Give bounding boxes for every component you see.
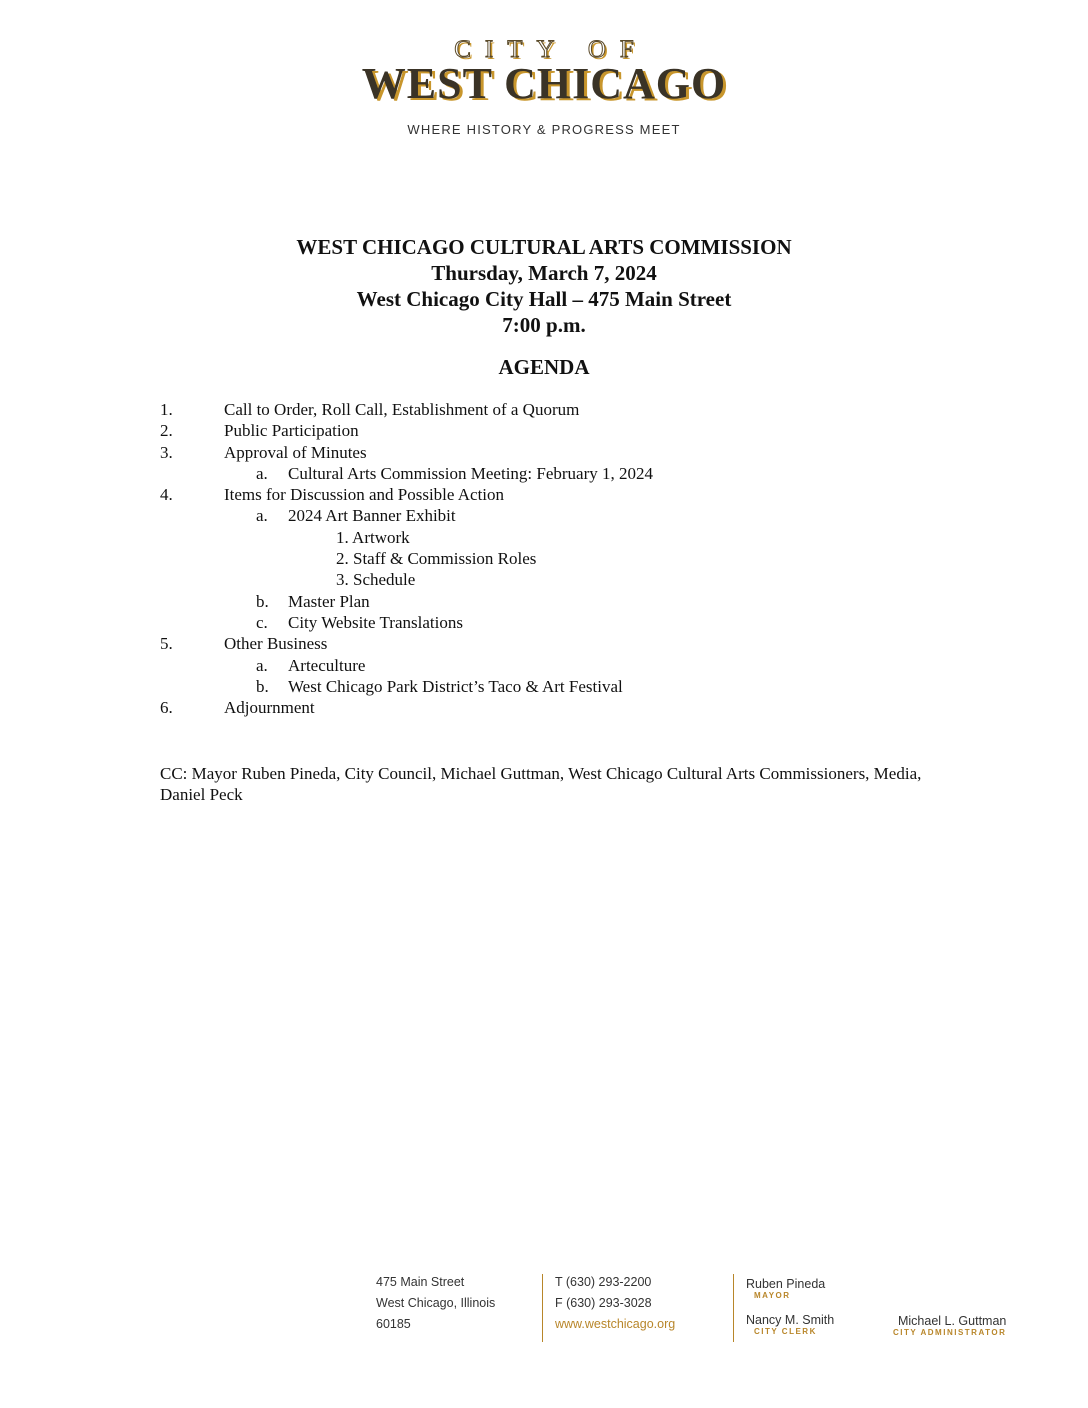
- agenda-item: [160, 697, 960, 718]
- item-number: 6.: [160, 698, 173, 718]
- agenda-item: [160, 442, 960, 463]
- agenda-subitem: [160, 676, 960, 697]
- address-line: 475 Main Street: [376, 1275, 465, 1289]
- agenda-subitem: [160, 655, 960, 676]
- item-text: Items for Discussion and Possible Action: [224, 485, 505, 505]
- agenda-subsubitem: [160, 527, 960, 548]
- mayor-role: MAYOR: [754, 1291, 791, 1300]
- item-number: 3.: [160, 442, 173, 462]
- subitem-text: 2024 Art Banner Exhibit: [288, 506, 456, 526]
- logo-west-chicago: WEST CHICAGO: [361, 59, 727, 108]
- agenda-subitem: [160, 505, 960, 526]
- item-number: 5.: [160, 634, 173, 654]
- agenda-list: [160, 399, 960, 718]
- tagline: WHERE HISTORY & PROGRESS MEET: [407, 122, 681, 137]
- logo-city-of: CITY OF: [454, 36, 648, 63]
- footer-divider: [733, 1274, 734, 1342]
- subsubitem-text: 2. Staff & Commission Roles: [336, 549, 537, 569]
- item-text: Other Business: [224, 634, 328, 654]
- administrator-name: Michael L. Guttman: [897, 1314, 1007, 1328]
- subitem-letter: a.: [256, 463, 268, 483]
- address-line: West Chicago, Illinois: [376, 1296, 496, 1310]
- item-text: Adjournment: [224, 698, 315, 718]
- subitem-letter: b.: [256, 591, 269, 611]
- agenda-subitem: [160, 591, 960, 612]
- subitem-text: Cultural Arts Commission Meeting: February 1, 2024: [288, 463, 654, 483]
- subitem-letter: a.: [256, 506, 268, 526]
- agenda-item: [160, 399, 960, 420]
- mayor-name: Ruben Pineda: [746, 1277, 826, 1291]
- agenda-subsubitem: [160, 569, 960, 590]
- item-text: Call to Order, Roll Call, Establishment of a Quorum: [224, 400, 580, 419]
- administrator-block: [893, 1314, 1006, 1338]
- agenda-item: [160, 484, 960, 505]
- subitem-text: Arteculture: [288, 655, 366, 675]
- meeting-location: West Chicago City Hall – 475 Main Street: [356, 287, 732, 311]
- phone-number: T (630) 293-2200: [555, 1275, 652, 1289]
- subitem-text: Master Plan: [288, 591, 370, 611]
- item-text: Public Participation: [224, 421, 359, 441]
- subitem-text: City Website Translations: [288, 612, 463, 632]
- cc-distribution: CC: Mayor Ruben Pineda, City Council, Michael Guttman, West Chicago Cultural Arts Commissioners, Media, Daniel Peck: [160, 764, 922, 804]
- subitem-letter: c.: [256, 612, 268, 632]
- clerk-name: Nancy M. Smith: [746, 1313, 835, 1327]
- agenda-title: AGENDA: [498, 355, 590, 379]
- clerk-block: [746, 1313, 834, 1337]
- subitem-letter: a.: [256, 655, 268, 675]
- subsubitem-text: 1. Artwork: [336, 527, 410, 547]
- subsubitem-text: 3. Schedule: [336, 570, 416, 590]
- city-logo: [0, 36, 1088, 106]
- agenda-item: [160, 633, 960, 654]
- item-number: 2.: [160, 421, 173, 441]
- item-number: 4.: [160, 485, 173, 505]
- commission-title: WEST CHICAGO CULTURAL ARTS COMMISSION: [296, 235, 792, 259]
- footer-contact: [555, 1272, 675, 1335]
- agenda-subitem: [160, 463, 960, 484]
- clerk-role: CITY CLERK: [754, 1327, 817, 1336]
- meeting-date: Thursday, March 7, 2024: [431, 261, 657, 285]
- agenda-subitem: [160, 612, 960, 633]
- fax-number: F (630) 293-3028: [555, 1296, 652, 1310]
- subitem-text: West Chicago Park District’s Taco & Art Festival: [288, 676, 623, 696]
- agenda-subsubitem: [160, 548, 960, 569]
- footer-divider: [542, 1274, 543, 1342]
- administrator-role: CITY ADMINISTRATOR: [893, 1328, 1007, 1337]
- agenda-item: [160, 420, 960, 441]
- item-text: Approval of Minutes: [224, 442, 367, 462]
- item-number: 1.: [160, 400, 173, 419]
- address-line: 60185: [376, 1317, 411, 1331]
- meeting-heading: [0, 234, 1088, 338]
- website-link[interactable]: www.westchicago.org: [555, 1317, 676, 1331]
- mayor-block: [746, 1277, 825, 1301]
- subitem-letter: b.: [256, 676, 269, 696]
- footer-address: [376, 1272, 495, 1335]
- meeting-time: 7:00 p.m.: [502, 313, 586, 337]
